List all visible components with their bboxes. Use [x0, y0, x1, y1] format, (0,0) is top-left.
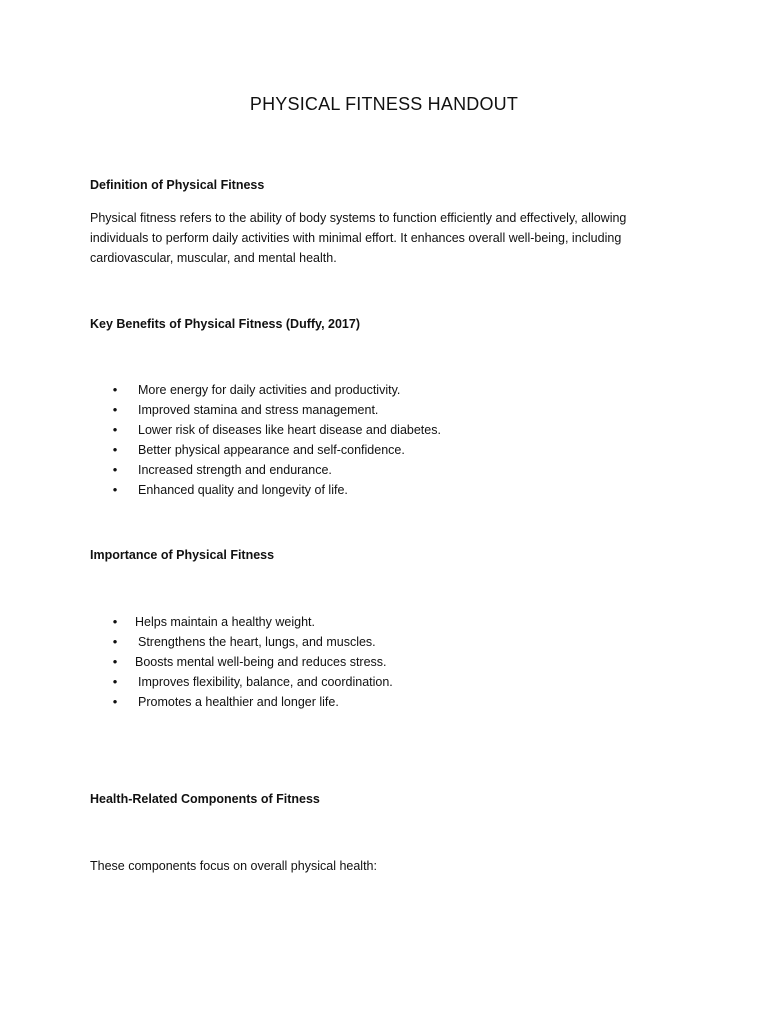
section-heading-importance: Importance of Physical Fitness [90, 548, 275, 562]
list-item-text: Better physical appearance and self-confidence. [138, 443, 405, 457]
list-item-text: Improved stamina and stress management. [138, 403, 379, 417]
bullet-icon: • [112, 614, 118, 629]
health-components-intro: These components focus on overall physical health: [90, 859, 377, 873]
bullet-icon: • [112, 674, 118, 689]
list-item-text: Helps maintain a healthy weight. [135, 615, 315, 629]
section-heading-key-benefits: Key Benefits of Physical Fitness (Duffy, 2017) [90, 317, 360, 331]
list-item-text: Strengthens the heart, lungs, and muscles. [138, 635, 376, 649]
definition-paragraph: Physical fitness refers to the ability of body systems to function efficiently and effectively, allowing individuals to perform daily activities with minimal effort. It enhances overall well-being, including cardiovascular, muscular, and mental health. [90, 211, 627, 265]
bullet-icon: • [112, 482, 118, 497]
bullet-icon: • [112, 694, 118, 709]
list-item-text: Improves flexibility, balance, and coordination. [138, 675, 393, 689]
bullet-icon: • [112, 634, 118, 649]
list-item-text: Promotes a healthier and longer life. [138, 695, 339, 709]
list-item-text: Boosts mental well-being and reduces stress. [135, 655, 387, 669]
bullet-icon: • [112, 382, 118, 397]
list-item-text: Increased strength and endurance. [138, 463, 332, 477]
list-item-text: Lower risk of diseases like heart disease and diabetes. [138, 423, 441, 437]
bullet-icon: • [112, 462, 118, 477]
bullet-icon: • [112, 402, 118, 417]
list-item-text: More energy for daily activities and productivity. [138, 383, 401, 397]
page-title: PHYSICAL FITNESS HANDOUT [249, 94, 519, 114]
section-heading-definition: Definition of Physical Fitness [90, 178, 265, 192]
section-heading-health-components: Health-Related Components of Fitness [90, 792, 320, 806]
bullet-icon: • [112, 442, 118, 457]
bullet-icon: • [112, 422, 118, 437]
bullet-icon: • [112, 654, 118, 669]
list-item-text: Enhanced quality and longevity of life. [138, 483, 348, 497]
